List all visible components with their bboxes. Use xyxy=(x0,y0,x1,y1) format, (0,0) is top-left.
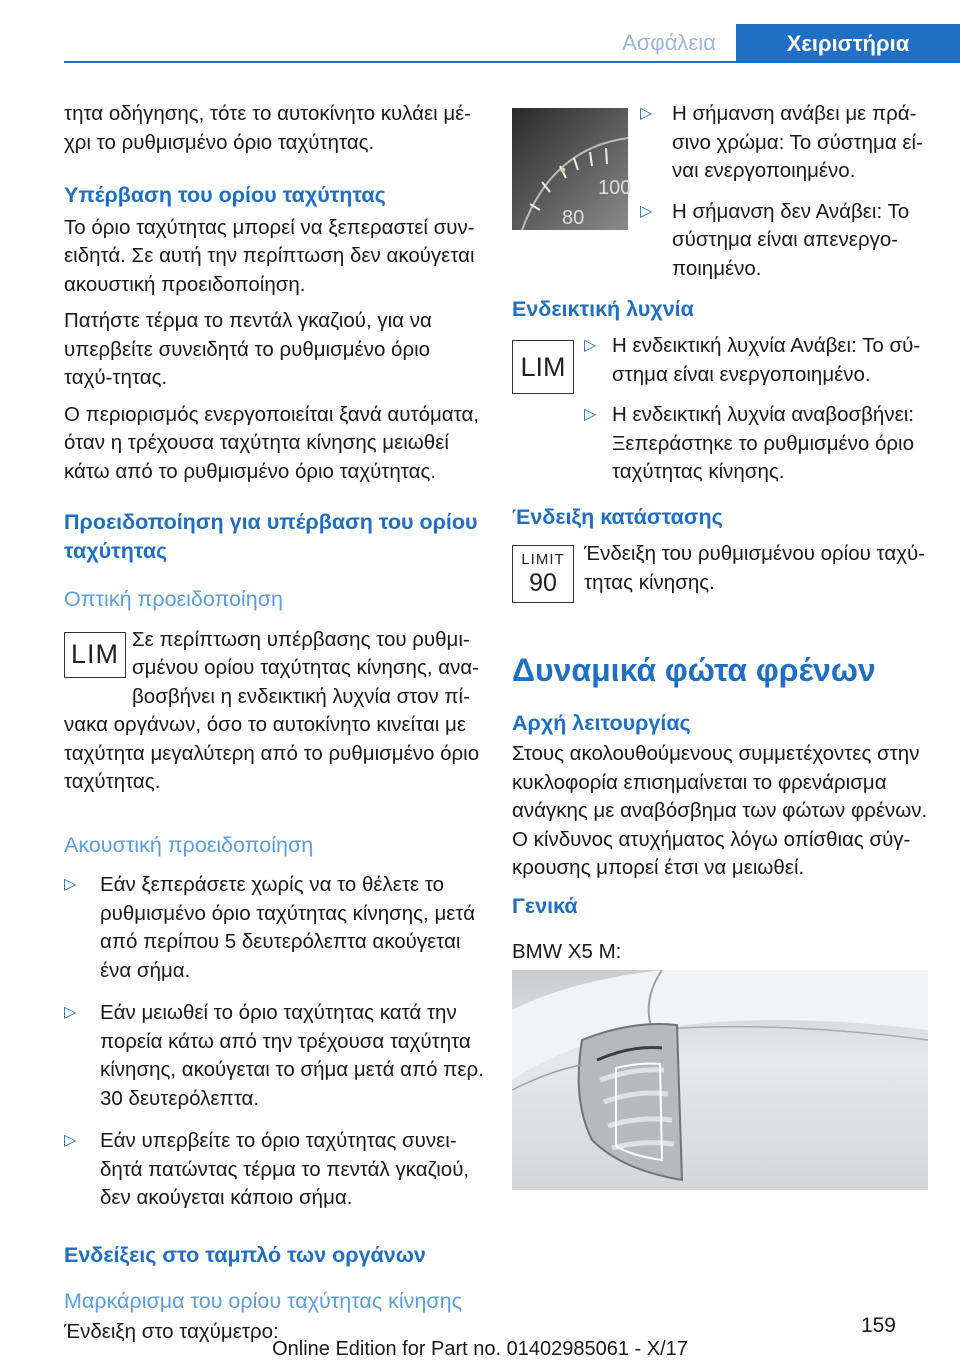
speedometer-image xyxy=(512,108,632,230)
speedo-label-80: 80 xyxy=(562,207,585,229)
paragraph: Στους ακολουθούμενους συμμετέχοντες στην κυκλοφορία επισημαίνεται το φρενάρισμα ανάγκης με αναβόσβημα των φώτων φρένων. Ο κίνδυνος ατυχήματος λόγω οπίσθιας σύγ-κρουσης μπορεί έτσι να μειωθεί. xyxy=(512,742,928,879)
heading-audio: Ακουστική προειδοποίηση xyxy=(64,832,314,857)
list-item: ▷ Εάν μειωθεί το όριο ταχύτητας κατά την πορεία κάτω από την τρέχουσα ταχύτητα κίνησης, ακούγεται το σήμα μετά από περ. 30 δευτερόλεπτα. xyxy=(64,999,484,1113)
heading-exceed: Υπέρβαση του ορίου ταχύτητας xyxy=(64,183,386,207)
triangle-icon: ▷ xyxy=(584,406,597,423)
list-item: ▷ Η σήμανση ανάβει με πρά-σινο χρώμα: Το σύστημα εί-ναι ενεργοποιημένο. xyxy=(640,100,930,186)
paragraph: Ο περιορισμός ενεργοποιείται ξανά αυτόματα, όταν η τρέχουσα ταχύτητα κίνησης μειωθεί κάτω από το ρυθμισμένο όριο ταχύτητας. xyxy=(64,402,480,483)
heading-visual: Οπτική προειδοποίηση xyxy=(64,587,283,611)
list-item: ▷ Η ενδεικτική λυχνία Ανάβει: Το σύ-στημα είναι ενεργοποιημένο. xyxy=(584,332,930,389)
speedo-bullet-list xyxy=(640,100,930,283)
lamp-bullet-list xyxy=(584,332,930,487)
left-column xyxy=(64,100,484,1346)
tab-section[interactable]: Ασφάλεια xyxy=(622,29,716,55)
triangle-icon: ▷ xyxy=(64,1004,77,1021)
triangle-icon: ▷ xyxy=(584,337,597,354)
limit-status-icon xyxy=(512,545,574,603)
list-item: ▷ Η ενδεικτική λυχνία αναβοσβήνει: Ξεπεράστηκε το ρυθμισμένο όριο ταχύτητας κίνησης. xyxy=(584,401,930,487)
triangle-icon: ▷ xyxy=(640,202,653,220)
page-number: 159 xyxy=(860,1314,896,1337)
speedometer-dial-icon xyxy=(512,108,632,230)
audio-bullet-list xyxy=(64,871,484,1213)
paragraph: Το όριο ταχύτητας μπορεί να ξεπεραστεί συν-ειδητά. Σε αυτή την περίπτωση δεν ακούγεται ακουστική προειδοποίηση. xyxy=(64,215,475,296)
speedo-label-100: 100 xyxy=(598,177,632,199)
paragraph: BMW X5 M: xyxy=(512,940,622,963)
paragraph: Ένδειξη του ρυθμισμένου ορίου ταχύ-τητας κίνησης. xyxy=(584,542,926,594)
heading-warning: Προειδοποίηση για υπέρβαση του ορίου ταχύτητας xyxy=(64,510,478,563)
heading-dynamic-brake-lights: Δυναμικά φώτα φρένων xyxy=(512,652,876,688)
taillight-image xyxy=(512,970,928,1190)
tab-active[interactable]: Χειριστήρια xyxy=(736,24,960,63)
triangle-icon: ▷ xyxy=(640,105,653,122)
paragraph: Ένδειξη στο ταχύμετρο: xyxy=(64,1319,279,1343)
paragraph: Σε περίπτωση υπέρβασης του ρυθμι-σμένου ορίου ταχύτητας κίνησης, ανα-βοσβήνει η ενδεικτική λυχνία στον πί-νακα οργάνων, όσο το αυτοκίνητο κινείται με ταχύτητα μεγαλύτερη από το ρυθμισμένο όριο ταχύτητας. xyxy=(64,627,480,793)
heading-instruments: Ενδείξεις στο ταμπλό των οργάνων xyxy=(64,1242,426,1267)
lim-lamp-icon: LIM xyxy=(512,340,574,394)
triangle-icon: ▷ xyxy=(64,1132,77,1149)
footer-edition: Online Edition for Part no. 01402985061 - X/17 xyxy=(272,1338,688,1360)
heading-lamp: Ενδεικτική λυχνία xyxy=(512,297,694,321)
limit-label: LIMIT xyxy=(521,551,565,568)
list-item: ▷ Η σήμανση δεν Ανάβει: Το σύστημα είναι απενεργο-ποιημένο. xyxy=(640,198,930,284)
lim-icon: LIM xyxy=(64,632,126,678)
list-item: ▷ Εάν ξεπεράσετε χωρίς να το θέλετε το ρυθμισμένο όριο ταχύτητας κίνησης, μετά από περίπου 5 δευτερόλεπτα ακούγεται ένα σήμα. xyxy=(64,871,484,985)
visual-warning-block xyxy=(64,626,484,797)
heading-principle: Αρχή λειτουργίας xyxy=(512,711,691,735)
paragraph: τητα οδήγησης, τότε το αυτοκίνητο κυλάει μέ-χρι το ρυθμισμένο όριο ταχύτητας. xyxy=(64,102,472,154)
limit-value: 90 xyxy=(529,569,557,597)
paragraph: Πατήστε τέρμα το πεντάλ γκαζιού, για να υπερβείτε συνειδητά το ρυθμισμένο όριο ταχύ-τητας. xyxy=(64,309,432,389)
triangle-icon: ▷ xyxy=(64,876,77,893)
taillight-icon xyxy=(512,970,928,1190)
heading-marking: Μαρκάρισμα του ορίου ταχύτητας κίνησης xyxy=(64,1289,462,1313)
list-item: ▷ Εάν υπερβείτε το όριο ταχύτητας συνει-δητά πατώντας τέρμα το πεντάλ γκαζιού, δεν ακούγεται κάποιο σήμα. xyxy=(64,1127,484,1213)
heading-status: Ένδειξη κατάστασης xyxy=(512,505,723,529)
heading-general: Γενικά xyxy=(512,894,578,918)
